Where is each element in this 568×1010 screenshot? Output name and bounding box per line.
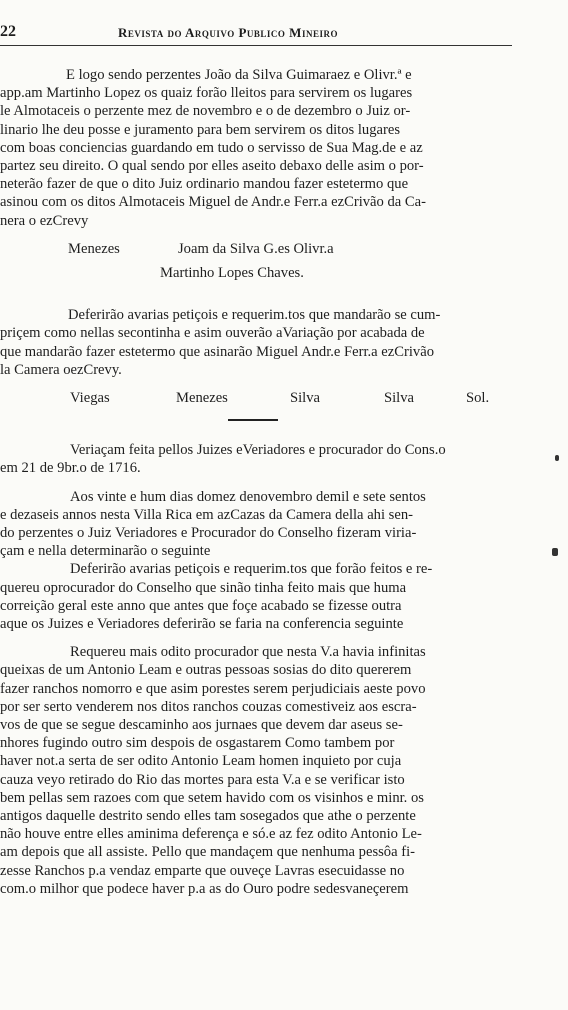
text-line: bem pellas sem razoes com que setem havido com os visinhos e minr. os <box>0 789 424 806</box>
text-line: do perzentes o Juiz Veriadores e Procurador do Conselho fizeram viria- <box>0 525 417 542</box>
text-line: correição geral este anno que antes que foçe acabado se fizesse outra <box>0 597 402 614</box>
text-line: neterão fazer de que o dito Juiz ordinario mandou fazer estetermo que <box>0 176 409 193</box>
document-body <box>0 66 508 898</box>
signature-row-1 <box>0 240 508 258</box>
paper-speck <box>552 548 558 556</box>
session-heading <box>0 441 508 477</box>
text-line: antigos daquelle destrito sendo elles tam sosegados que athe o perzente <box>0 808 416 825</box>
signature: Viegas <box>70 390 110 407</box>
running-head: Revista do Arquivo Publico Mineiro <box>118 25 338 40</box>
signature: Silva <box>290 390 320 407</box>
text-line: não houve entre elles aminima deferença e só.e az fez odito Antonio Le- <box>0 826 422 843</box>
page-number: 22 <box>0 23 16 40</box>
paragraph-2 <box>0 306 508 379</box>
section-divider <box>228 419 278 421</box>
text-line: aque os Juizes e Veriadores deferirão se faria na conferencia seguinte <box>0 616 404 633</box>
text-line: partez seu direito. O qual sendo por elles aseito debaxo delle asim o por- <box>0 158 424 175</box>
text-line: nhores fugindo outro sim despois de osgastarem Como tambem por <box>0 735 395 752</box>
paragraph-4 <box>0 560 508 633</box>
text-line: la Camera oezCrevy. <box>0 361 122 378</box>
text-line: fazer ranchos nomorro e que asim porestes serem perjudiciais aeste povo <box>0 680 426 697</box>
paragraph-5 <box>0 643 508 898</box>
text-line: app.am Martinho Lopez os quaiz forão lleitos para servirem os lugares <box>0 85 413 102</box>
signature: Martinho Lopes Chaves. <box>160 265 304 282</box>
paragraph-3 <box>0 488 508 561</box>
text-line: le Almotaceis o perzente mez de novembro e o de dezembro o Juiz or- <box>0 103 411 120</box>
text-line: com boas conciencias guardando em tudo o servisso de Sua Mag.de e az <box>0 139 423 156</box>
signature: Joam da Silva G.es Olivr.a <box>178 240 334 257</box>
text-line: Deferirão avarias petiçois e requerim.tos que mandarão se cum- <box>68 307 441 324</box>
text-line: Deferirão avarias petiçois e requerim.tos que forão feitos e re- <box>70 561 433 578</box>
page-header <box>0 23 512 46</box>
signature: Menezes <box>176 390 228 407</box>
paragraph-1 <box>0 66 508 230</box>
text-line: haver not.a serta de ser odito Antonio Leam homen inquieto por cuja <box>0 753 402 770</box>
text-line: que mandarão fazer estetermo que asinarão Miguel Andr.e Ferr.a ezCrivão <box>0 343 434 360</box>
text-line: E logo sendo perzentes João da Silva Guimaraez e Olivr.ª e <box>66 67 412 83</box>
signature-row-2 <box>0 264 508 282</box>
text-line: por ser serto venderem nos ditos ranchos couzas comestiveiz aos escra- <box>0 698 417 715</box>
paper-speck <box>555 455 559 461</box>
text-line: linario lhe deu posse e juramento para bem servirem os ditos lugares <box>0 121 400 138</box>
signature: Silva <box>384 390 414 407</box>
text-line: queixas de um Antonio Leam e outras pessoas sosias do dito quererem <box>0 662 412 679</box>
text-line: e dezaseis annos nesta Villa Rica em azCazas da Camera della ahi sen- <box>0 506 413 523</box>
text-line: priçem como nellas secontinha e asim ouverão aVariação por acabada de <box>0 325 425 342</box>
text-line: zesse Ranchos p.a vendaz emparte que ouveçe Lavras esecuidasse no <box>0 862 405 879</box>
signature: Sol. <box>466 390 490 407</box>
text-line: am depois que all assiste. Pello que mandaçem que nenhuma pessôa fi- <box>0 844 415 861</box>
text-line: cauza veyo retirado do Rio das mortes para esta V.a e se verificar isto <box>0 771 405 788</box>
text-line: com.o milhor que podece haver p.a as do Ouro podre sedesvaneçerem <box>0 880 409 897</box>
text-line: Aos vinte e hum dias domez denovembro demil e sete sentos <box>70 488 426 505</box>
text-line: çam e nella determinarão o seguinte <box>0 543 211 560</box>
text-line: vos de que se segue descaminho aos jurnaes que devem dar aseus se- <box>0 717 403 734</box>
text-line: Requereu mais odito procurador que nesta V.a havia infinitas <box>70 644 426 661</box>
text-line: quereu oprocurador do Conselho que sinão tinha feito mais que huma <box>0 579 407 596</box>
text-line: asinou com os ditos Almotaceis Miguel de Andr.e Ferr.a ezCrivão da Ca- <box>0 194 426 211</box>
signature-row-3 <box>0 389 508 407</box>
text-line: nera o ezCrevy <box>0 212 89 229</box>
text-line: Veriaçam feita pellos Juizes eVeriadores e procurador do Cons.o <box>70 442 446 459</box>
text-line: em 21 de 9br.o de 1716. <box>0 460 141 477</box>
signature: Menezes <box>68 240 120 257</box>
